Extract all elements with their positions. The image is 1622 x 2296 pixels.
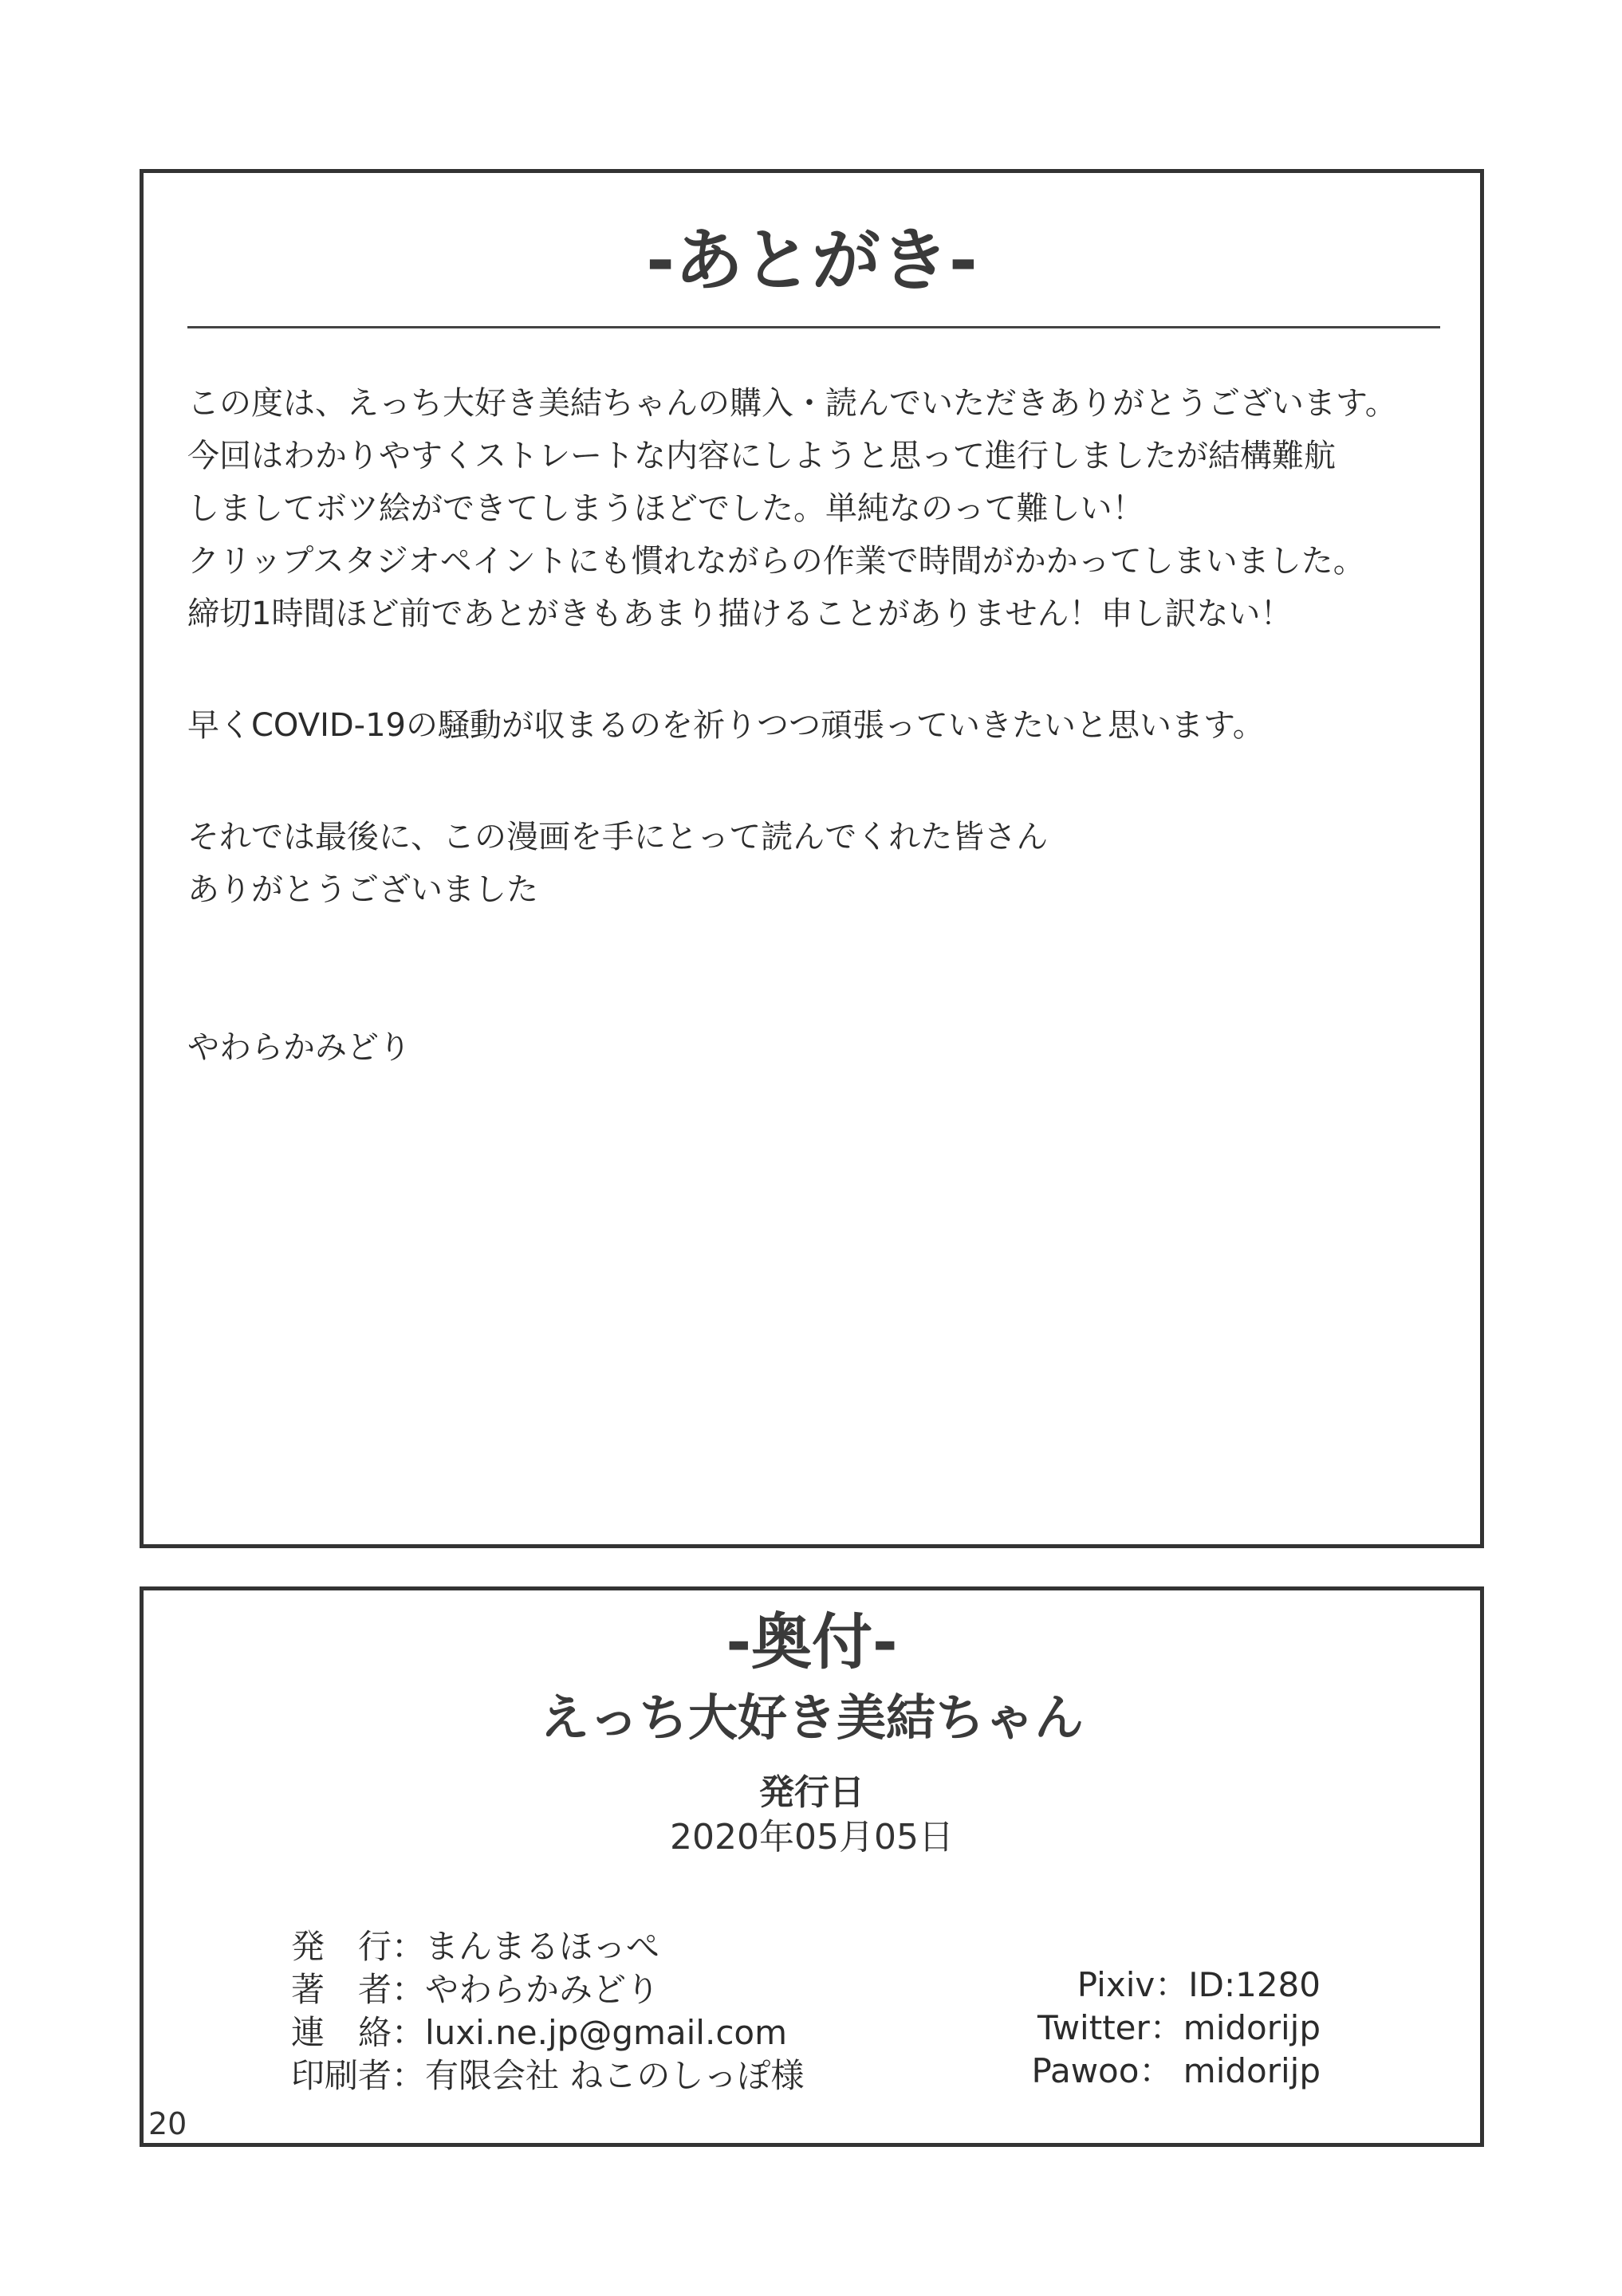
credit-value: まんまるほっぺ [425, 1927, 660, 1966]
afterword-line: この度は、えっち大好き美結ちゃんの購入・読んでいただきありがとうございます。 [187, 385, 1397, 422]
title-divider [187, 326, 1440, 328]
contact-row-twitter [1032, 2007, 1321, 2050]
colophon-title: -奥付- [726, 1606, 898, 1677]
issue-date: 2020年05月05日 [670, 1817, 954, 1858]
afterword-title: -あとがき- [646, 221, 978, 301]
afterword-line: クリップスタジオペイントにも慣れながらの作業で時間がかかってしまいました。 [187, 543, 1365, 580]
credit-row-printer [291, 2054, 804, 2097]
colophon-box [140, 1586, 1484, 2147]
contact-label: Pawoo： [1031, 2051, 1173, 2090]
social-contacts [1032, 1964, 1321, 2093]
afterword-line: 早くCOVID-19の騒動が収まるのを祈りつつ頑張っていきたいと思います。 [187, 707, 1265, 744]
afterword-line: 締切1時間ほど前であとがきもあまり描けることがありません！申し訳ない！ [187, 596, 1293, 632]
paragraph-gap [187, 640, 1464, 699]
credit-value: luxi.ne.jp@gmail.com [425, 2013, 788, 2052]
credit-label: 連 絡： [291, 2013, 426, 2052]
credit-row-contact [291, 2011, 804, 2054]
credit-label: 印刷者： [291, 2056, 426, 2095]
contact-value: midorijp [1172, 2051, 1321, 2090]
credit-label: 著 者： [291, 1970, 426, 2009]
contact-label: Twitter： [1037, 2008, 1183, 2047]
page-number: 20 [148, 2106, 187, 2141]
contact-row-pawoo [1032, 2050, 1321, 2093]
afterword-body [187, 377, 1464, 1074]
contact-value: midorijp [1183, 2008, 1321, 2047]
credits-list [291, 1925, 804, 2097]
afterword-line: それでは最後に、この漫画を手にとって読んでくれた皆さん [187, 819, 1049, 855]
afterword-line: ありがとうございました [187, 871, 538, 908]
author-signature: やわらかみどり [187, 1029, 411, 1066]
paragraph-gap [187, 916, 1464, 1021]
credit-row-publisher [291, 1925, 804, 1968]
credit-row-author [291, 1968, 804, 2011]
contact-row-pixiv [1032, 1964, 1321, 2007]
credit-value: 有限会社 ねこのしっぽ様 [425, 2056, 805, 2095]
issue-date-label: 発行日 [759, 1772, 864, 1813]
afterword-line: しましてボツ絵ができてしまうほどでした。単純なのって難しい！ [187, 490, 1144, 527]
afterword-line: 今回はわかりやすくストレートな内容にしようと思って進行しましたが結構難航 [187, 438, 1336, 474]
contact-value: ID:1280 [1188, 1965, 1321, 2004]
paragraph-gap [187, 752, 1464, 811]
credit-value: やわらかみどり [425, 1970, 660, 2009]
book-title: えっち大好き美結ちゃん [539, 1689, 1084, 1747]
afterword-box [140, 169, 1484, 1548]
contact-label: Pixiv： [1077, 1965, 1189, 2004]
credit-label: 発 行： [291, 1927, 426, 1966]
